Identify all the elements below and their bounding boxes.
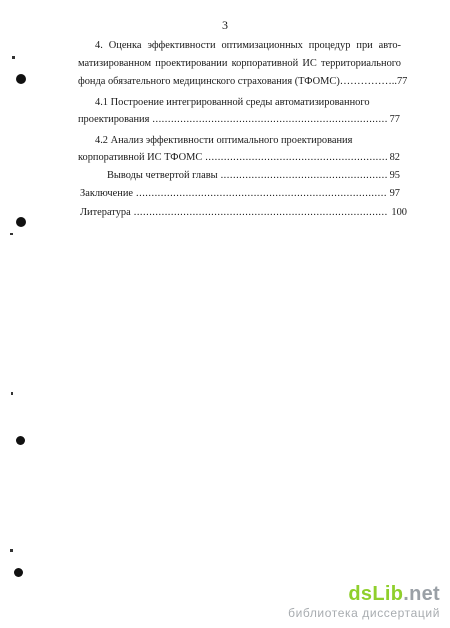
toc-conclusion xyxy=(80,187,400,200)
toc-chapter4-line3-dots: …………….. xyxy=(339,76,397,87)
watermark-logo: dsLib.net xyxy=(348,583,440,605)
toc-literature-leader xyxy=(134,206,389,219)
toc-section41-text: проектирования xyxy=(78,114,150,125)
toc-section41-page: 77 xyxy=(389,114,400,125)
scan-speck xyxy=(12,56,15,59)
binder-hole xyxy=(16,74,26,84)
toc-literature xyxy=(80,206,407,219)
binder-hole xyxy=(14,568,23,577)
watermark xyxy=(288,583,440,620)
toc-chapter4-line3 xyxy=(78,75,408,88)
toc-section42-line2 xyxy=(78,151,400,164)
scan-speck xyxy=(10,549,13,552)
scan-speck xyxy=(10,233,13,235)
toc-chapter4-page: 77 xyxy=(396,76,408,87)
toc-section42-leader xyxy=(205,151,386,164)
binder-hole xyxy=(16,217,26,227)
toc-chapter4-line1: 4. Оценка эффективности оптимизационных процедур при авто- xyxy=(95,40,401,51)
toc-conclusion-leader xyxy=(136,187,387,200)
binder-hole xyxy=(16,436,25,445)
toc-literature-text: Литература xyxy=(80,207,131,218)
toc-chapter4-line2: матизированном проектировании корпоративной ИС территориального xyxy=(78,58,401,69)
toc-section42-line1: 4.2 Анализ эффективности оптимального проектирования xyxy=(95,135,353,146)
toc-conclusions4-page: 95 xyxy=(389,170,400,181)
toc-section41-line1: 4.1 Построение интегрированной среды автоматизированного xyxy=(95,97,370,108)
toc-section42-text: корпоративной ИС ТФОМС xyxy=(78,152,203,163)
scan-speck xyxy=(11,392,13,395)
toc-section42-page: 82 xyxy=(389,152,400,163)
toc-chapter4-line3-text: фонда обязательного медицинского страхования (ТФОМС) xyxy=(78,76,340,87)
toc-literature-page: 100 xyxy=(391,207,407,218)
toc-conclusions4 xyxy=(107,169,400,182)
toc-conclusion-text: Заключение xyxy=(80,188,133,199)
page-number: 3 xyxy=(222,18,228,32)
toc-conclusion-page: 97 xyxy=(389,188,400,199)
toc-section41-leader xyxy=(152,113,386,126)
toc-conclusions4-text: Выводы четвертой главы xyxy=(107,170,218,181)
toc-section41-line2 xyxy=(78,113,400,126)
watermark-subtitle: библиотека диссертаций xyxy=(288,606,440,620)
toc-conclusions4-leader xyxy=(221,169,387,182)
